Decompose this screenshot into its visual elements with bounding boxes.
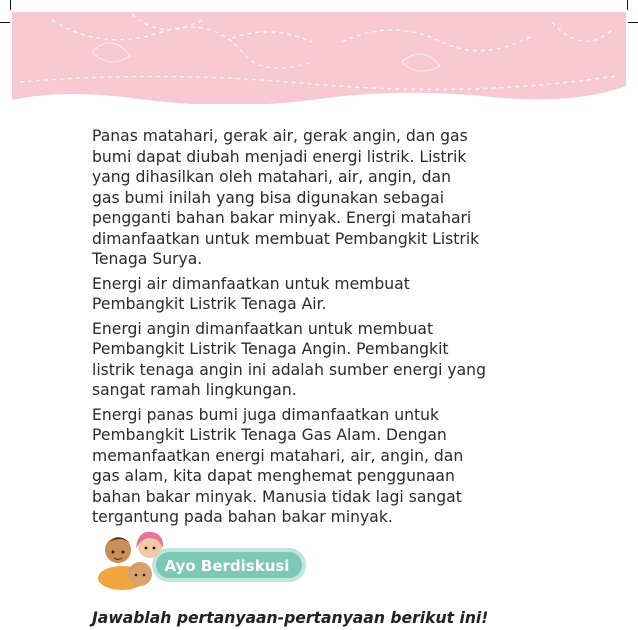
paragraph-1: Panas matahari, gerak air, gerak angin, dan gas bumi dapat diubah menjadi energi listrik. Listrik yang dihasilkan oleh matahari, air, angin, dan gas bumi inilah yang bisa digunakan sebagai pengganti bahan bakar minyak. Energi matahari dimanfaatkan untuk membuat Pembangkit Listrik Tenaga Surya.	[92, 127, 480, 268]
crop-mark-left-vertical	[10, 0, 11, 10]
header-banner	[12, 12, 626, 104]
crop-mark-right-vertical	[627, 0, 628, 10]
paragraph-2: Energi air dimanfaatkan untuk membuat Pembangkit Listrik Tenaga Air.	[92, 274, 410, 313]
paragraph-3: Energi angin dimanfaatkan untuk membuat Pembangkit Listrik Tenaga Angin. Pembangkit listrik tenaga angin ini adalah sumber energi yang sangat ramah lingkungan.	[92, 319, 486, 399]
banner-shape	[12, 12, 626, 104]
instruction-text: Jawablah pertanyaan-pertanyaan berikut ini!	[92, 609, 489, 627]
paragraph-4: Energi panas bumi juga dimanfaatkan untuk Pembangkit Listrik Tenaga Gas Alam. Dengan memanfaatkan energi matahari, air, angin, dan gas alam, kita dapat menghemat penggunaan bahan bakar minyak. Manusia tidak lagi sangat tergantung pada bahan bakar minyak.	[92, 405, 464, 526]
crop-mark-left-horizontal	[0, 22, 10, 23]
main-text	[92, 126, 532, 532]
discussion-label: Ayo Berdiskusi	[164, 557, 290, 575]
crop-mark-right-horizontal	[628, 22, 638, 23]
